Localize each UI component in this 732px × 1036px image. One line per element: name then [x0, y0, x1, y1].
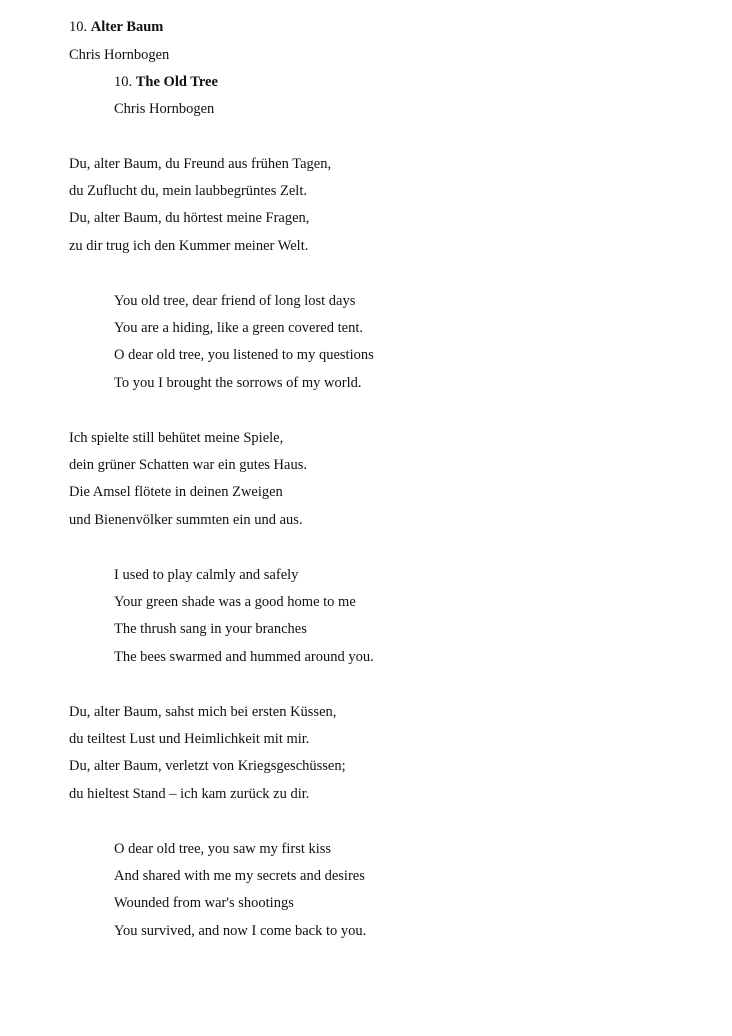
german-poem-title: Alter Baum	[90, 19, 164, 35]
english-title-line	[114, 73, 218, 91]
stanza-line: You survived, and now I come back to you.	[114, 923, 367, 939]
stanza-line: O dear old tree, you listened to my questions	[114, 347, 374, 363]
english-poem-number: 10.	[114, 74, 133, 90]
stanza-line: Du, alter Baum, du hörtest meine Fragen,	[69, 210, 310, 226]
stanza-line: zu dir trug ich den Kummer meiner Welt.	[69, 238, 309, 254]
english-author: Chris Hornbogen	[114, 101, 215, 117]
stanza-line: Die Amsel flötete in deinen Zweigen	[69, 484, 283, 500]
stanza-line: Wounded from war's shootings	[114, 895, 294, 911]
stanza-line: Your green shade was a good home to me	[114, 594, 356, 610]
stanza-line: Du, alter Baum, sahst mich bei ersten Küssen,	[69, 704, 337, 720]
stanza-line: I used to play calmly and safely	[114, 567, 299, 583]
stanza-line: Du, alter Baum, verletzt von Kriegsgeschüssen;	[69, 758, 346, 774]
stanza-line: You are a hiding, like a green covered tent.	[114, 320, 363, 336]
stanza-line: The bees swarmed and hummed around you.	[114, 649, 374, 665]
stanza-line: dein grüner Schatten war ein gutes Haus.	[69, 457, 307, 473]
stanza-line: O dear old tree, you saw my first kiss	[114, 841, 332, 857]
stanza-line: The thrush sang in your branches	[114, 621, 307, 637]
german-author: Chris Hornbogen	[69, 47, 170, 63]
stanza-line: du hieltest Stand – ich kam zurück zu dir.	[69, 786, 310, 802]
stanza-line: And shared with me my secrets and desires	[114, 868, 365, 884]
german-title-line	[69, 18, 163, 36]
german-poem-number: 10.	[69, 19, 88, 35]
english-poem-title: The Old Tree	[135, 74, 218, 90]
stanza-line: du teiltest Lust und Heimlichkeit mit mir.	[69, 731, 310, 747]
stanza-line: Ich spielte still behütet meine Spiele,	[69, 430, 284, 446]
stanza-line: To you I brought the sorrows of my world.	[114, 375, 362, 391]
stanza-line: du Zuflucht du, mein laubbegrüntes Zelt.	[69, 183, 307, 199]
stanza-line: You old tree, dear friend of long lost days	[114, 293, 356, 309]
stanza-line: Du, alter Baum, du Freund aus frühen Tagen,	[69, 156, 332, 172]
stanza-line: und Bienenvölker summten ein und aus.	[69, 512, 303, 528]
